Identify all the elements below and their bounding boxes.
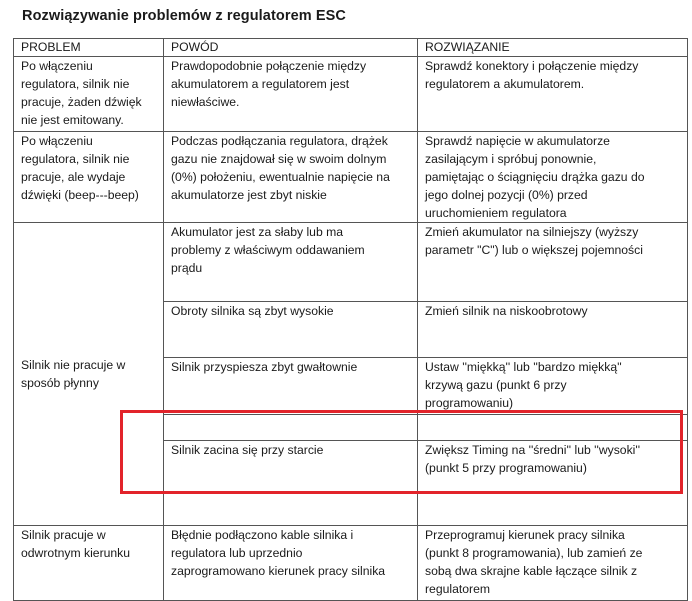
reason-cell: Akumulator jest za słaby lub ma problemy z właściwym oddawaniem prądu bbox=[164, 223, 418, 302]
problem-cell: Silnik pracuje w odwrotnym kierunku bbox=[14, 526, 164, 601]
table-row bbox=[14, 526, 688, 601]
table-row bbox=[14, 57, 688, 132]
header-solution: ROZWIĄZANIE bbox=[418, 39, 688, 57]
problem-cell: Po włączeniu regulatora, silnik nie pracuje, żaden dźwięk nie jest emitowany. bbox=[14, 57, 164, 132]
solution-cell: Sprawdź napięcie w akumulatorze zasilającym i spróbuj ponownie, pamiętając o ściągnięciu drążka gazu do jego dolnej pozycji (0%) przed uruchomieniem regulatora bbox=[418, 132, 688, 223]
solution-cell: Zmień silnik na niskoobrotowy bbox=[418, 302, 688, 358]
header-row bbox=[14, 39, 688, 57]
reason-cell: Prawdopodobnie połączenie między akumulatorem a regulatorem jest niewłaściwe. bbox=[164, 57, 418, 132]
table-row bbox=[14, 132, 688, 223]
reason-cell: Obroty silnika są zbyt wysokie bbox=[164, 302, 418, 358]
header-reason: POWÓD bbox=[164, 39, 418, 57]
reason-cell: Silnik zacina się przy starcie bbox=[164, 441, 418, 526]
highlight-box bbox=[120, 410, 683, 494]
header-problem: PROBLEM bbox=[14, 39, 164, 57]
page-title: Rozwiązywanie problemów z regulatorem ESC bbox=[22, 8, 346, 24]
reason-cell: Błędnie podłączono kable silnika i regulatora lub uprzednio zaprogramowano kierunek pracy silnika bbox=[164, 526, 418, 601]
solution-cell: Zwiększ Timing na ''średni'' lub ''wysoki'' (punkt 5 przy programowaniu) bbox=[418, 441, 688, 526]
problem-cell: Silnik nie pracuje w sposób płynny bbox=[14, 223, 164, 526]
reason-cell: Podczas podłączania regulatora, drążek gazu nie znajdował się w swoim dolnym (0%) położeniu, ewentualnie napięcie na akumulatorze jest zbyt niskie bbox=[164, 132, 418, 223]
solution-cell: Zmień akumulator na silniejszy (wyższy parametr "C") lub o większej pojemności bbox=[418, 223, 688, 302]
reason-cell: Silnik przyspiesza zbyt gwałtownie bbox=[164, 358, 418, 415]
solution-cell: Sprawdź konektory i połączenie między regulatorem a akumulatorem. bbox=[418, 57, 688, 132]
solution-cell: Ustaw ''miękką'' lub ''bardzo miękką'' krzywą gazu (punkt 6 przy programowaniu) bbox=[418, 358, 688, 415]
solution-cell: Przeprogramuj kierunek pracy silnika (punkt 8 programowania), lub zamień ze sobą dwa skrajne kable łączące silnik z regulatorem bbox=[418, 526, 688, 601]
troubleshooting-table bbox=[13, 38, 688, 601]
table-row bbox=[14, 223, 688, 302]
problem-cell: Po włączeniu regulatora, silnik nie pracuje, ale wydaje dźwięki (beep---beep) bbox=[14, 132, 164, 223]
